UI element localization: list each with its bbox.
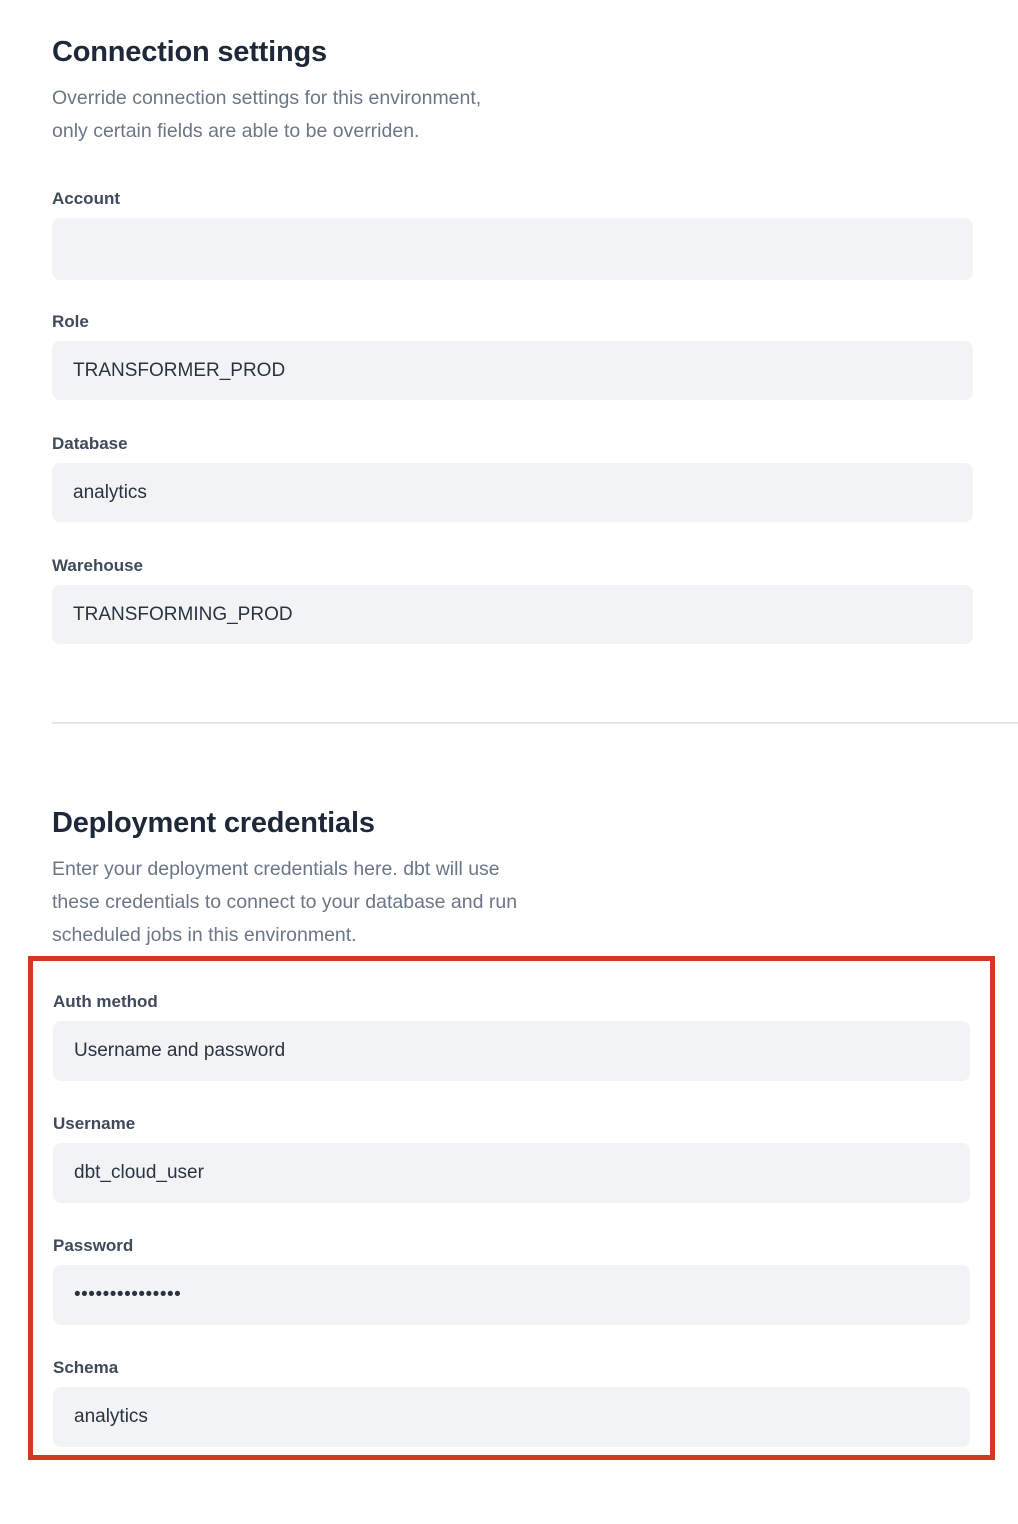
username-input[interactable] (53, 1143, 970, 1203)
database-input[interactable] (52, 463, 973, 522)
connection-settings-title: Connection settings (52, 36, 327, 68)
environment-settings-page (0, 34, 1018, 1460)
database-label: Database (52, 434, 128, 453)
schema-field-group (53, 1357, 970, 1447)
description-line: Override connection settings for this environment, (52, 87, 482, 109)
deployment-credentials-title: Deployment credentials (52, 807, 375, 839)
warehouse-field-group (52, 555, 973, 644)
connection-settings-description (52, 82, 973, 148)
auth-method-label: Auth method (53, 992, 158, 1011)
auth-method-input[interactable] (53, 1021, 970, 1081)
schema-input[interactable] (53, 1387, 970, 1447)
connection-settings-section (0, 34, 1018, 644)
section-divider (52, 722, 1018, 724)
role-input[interactable] (52, 341, 973, 400)
deployment-credentials-section (0, 805, 1018, 1460)
description-line: scheduled jobs in this environment. (52, 924, 357, 946)
deployment-credentials-description (52, 853, 973, 952)
account-input[interactable] (52, 218, 973, 280)
password-input[interactable] (53, 1265, 970, 1325)
auth-method-field-group (53, 991, 970, 1081)
password-field-group (53, 1235, 970, 1325)
database-field-group (52, 433, 973, 522)
role-label: Role (52, 312, 89, 331)
description-line: Enter your deployment credentials here. dbt will use (52, 858, 500, 880)
role-field-group (52, 311, 973, 400)
username-field-group (53, 1113, 970, 1203)
deployment-highlight-box (28, 956, 995, 1460)
description-line: only certain fields are able to be overriden. (52, 120, 420, 142)
description-line: these credentials to connect to your database and run (52, 891, 518, 913)
warehouse-input[interactable] (52, 585, 973, 644)
username-label: Username (53, 1114, 136, 1133)
account-label: Account (52, 189, 120, 208)
warehouse-label: Warehouse (52, 556, 144, 575)
schema-label: Schema (53, 1358, 119, 1377)
password-label: Password (53, 1236, 134, 1255)
account-field-group (52, 188, 973, 280)
